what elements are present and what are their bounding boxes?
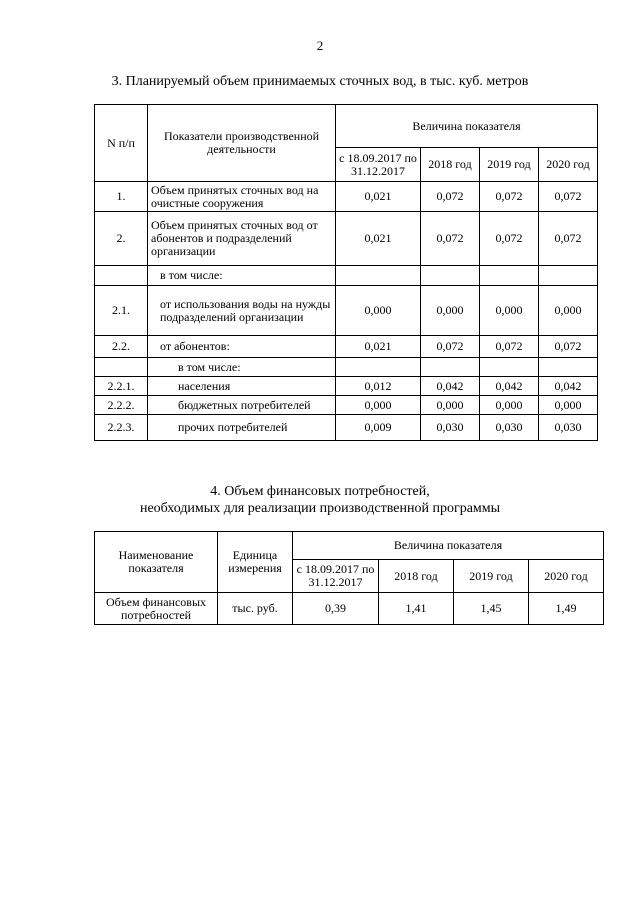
table-row (95, 286, 598, 336)
row-label: Объем принятых сточных вод на очистные сооружения (148, 182, 336, 212)
row-value: 0,009 (336, 415, 421, 441)
row-value: 0,072 (539, 336, 598, 358)
table-row (95, 336, 598, 358)
col-header-period: 2019 год (454, 560, 529, 593)
row-value: 0,072 (539, 182, 598, 212)
table-row (95, 358, 598, 377)
row-value: 1,41 (379, 593, 454, 625)
col-header-period: с 18.09.2017 по 31.12.2017 (293, 560, 379, 593)
row-value: 0,39 (293, 593, 379, 625)
row-num: 2.2.2. (95, 396, 148, 415)
row-label: в том числе: (148, 358, 336, 377)
row-value: 0,000 (421, 396, 480, 415)
col-header-value-group: Величина показателя (293, 532, 604, 560)
col-header-unit: Единица измерения (218, 532, 293, 593)
row-value: 0,021 (336, 182, 421, 212)
table-row (95, 182, 598, 212)
row-value: 1,49 (529, 593, 604, 625)
row-value: 0,042 (539, 377, 598, 396)
col-header-name: Наименование показателя (95, 532, 218, 593)
row-value: 0,000 (480, 396, 539, 415)
row-label: Объем принятых сточных вод от абонентов и подразделений организации (148, 212, 336, 266)
row-label: от абонентов: (148, 336, 336, 358)
row-value: 0,072 (421, 182, 480, 212)
row-value: 0,030 (539, 415, 598, 441)
col-header-period: 2018 год (421, 148, 480, 182)
row-name: Объем финансовых потребностей (95, 593, 218, 625)
financial-table-title-line1: 4. Объем финансовых потребностей, (210, 484, 430, 499)
table-row (95, 212, 598, 266)
table-row (95, 266, 598, 286)
row-value: 0,072 (421, 212, 480, 266)
row-value: 0,042 (421, 377, 480, 396)
row-value: 0,000 (539, 396, 598, 415)
row-value: 0,000 (480, 286, 539, 336)
row-value: 0,072 (421, 336, 480, 358)
row-value: 0,021 (336, 212, 421, 266)
table-row (95, 415, 598, 441)
page-number: 2 (316, 38, 324, 53)
row-value: 0,000 (336, 286, 421, 336)
col-header-period: 2018 год (379, 560, 454, 593)
row-num (95, 266, 148, 286)
row-value: 1,45 (454, 593, 529, 625)
row-value: 0,000 (539, 286, 598, 336)
col-header-period: 2019 год (480, 148, 539, 182)
row-value: 0,000 (336, 396, 421, 415)
col-header-indicator: Показатели производственной деятельности (148, 105, 336, 182)
row-value: 0,072 (480, 212, 539, 266)
row-value: 0,030 (480, 415, 539, 441)
row-num (95, 358, 148, 377)
row-value: 0,012 (336, 377, 421, 396)
row-num: 2.2. (95, 336, 148, 358)
row-value: 0,072 (480, 182, 539, 212)
row-num: 2.2.3. (95, 415, 148, 441)
table-row (95, 396, 598, 415)
wastewater-table-title: 3. Планируемый объем принимаемых сточных вод, в тыс. куб. метров (111, 74, 529, 89)
wastewater-volume-table (94, 104, 598, 441)
col-header-value-group: Величина показателя (336, 105, 598, 148)
col-header-period: 2020 год (529, 560, 604, 593)
row-value: 0,000 (421, 286, 480, 336)
row-value: 0,072 (539, 212, 598, 266)
row-label: населения (148, 377, 336, 396)
col-header-period: с 18.09.2017 по 31.12.2017 (336, 148, 421, 182)
row-value: 0,072 (480, 336, 539, 358)
col-header-num: N п/п (95, 105, 148, 182)
row-value: 0,030 (421, 415, 480, 441)
row-num: 2.2.1. (95, 377, 148, 396)
row-label: бюджетных потребителей (148, 396, 336, 415)
financial-needs-table (94, 531, 604, 625)
row-num: 2. (95, 212, 148, 266)
row-num: 1. (95, 182, 148, 212)
financial-table-title-line2: необходимых для реализации производственной программы (139, 501, 501, 516)
row-value: 0,042 (480, 377, 539, 396)
row-label: прочих потребителей (148, 415, 336, 441)
row-num: 2.1. (95, 286, 148, 336)
row-value: 0,021 (336, 336, 421, 358)
table-row (95, 593, 604, 625)
table-row (95, 377, 598, 396)
row-label: в том числе: (148, 266, 336, 286)
col-header-period: 2020 год (539, 148, 598, 182)
row-unit: тыс. руб. (218, 593, 293, 625)
row-label: от использования воды на нужды подразделений организации (148, 286, 336, 336)
